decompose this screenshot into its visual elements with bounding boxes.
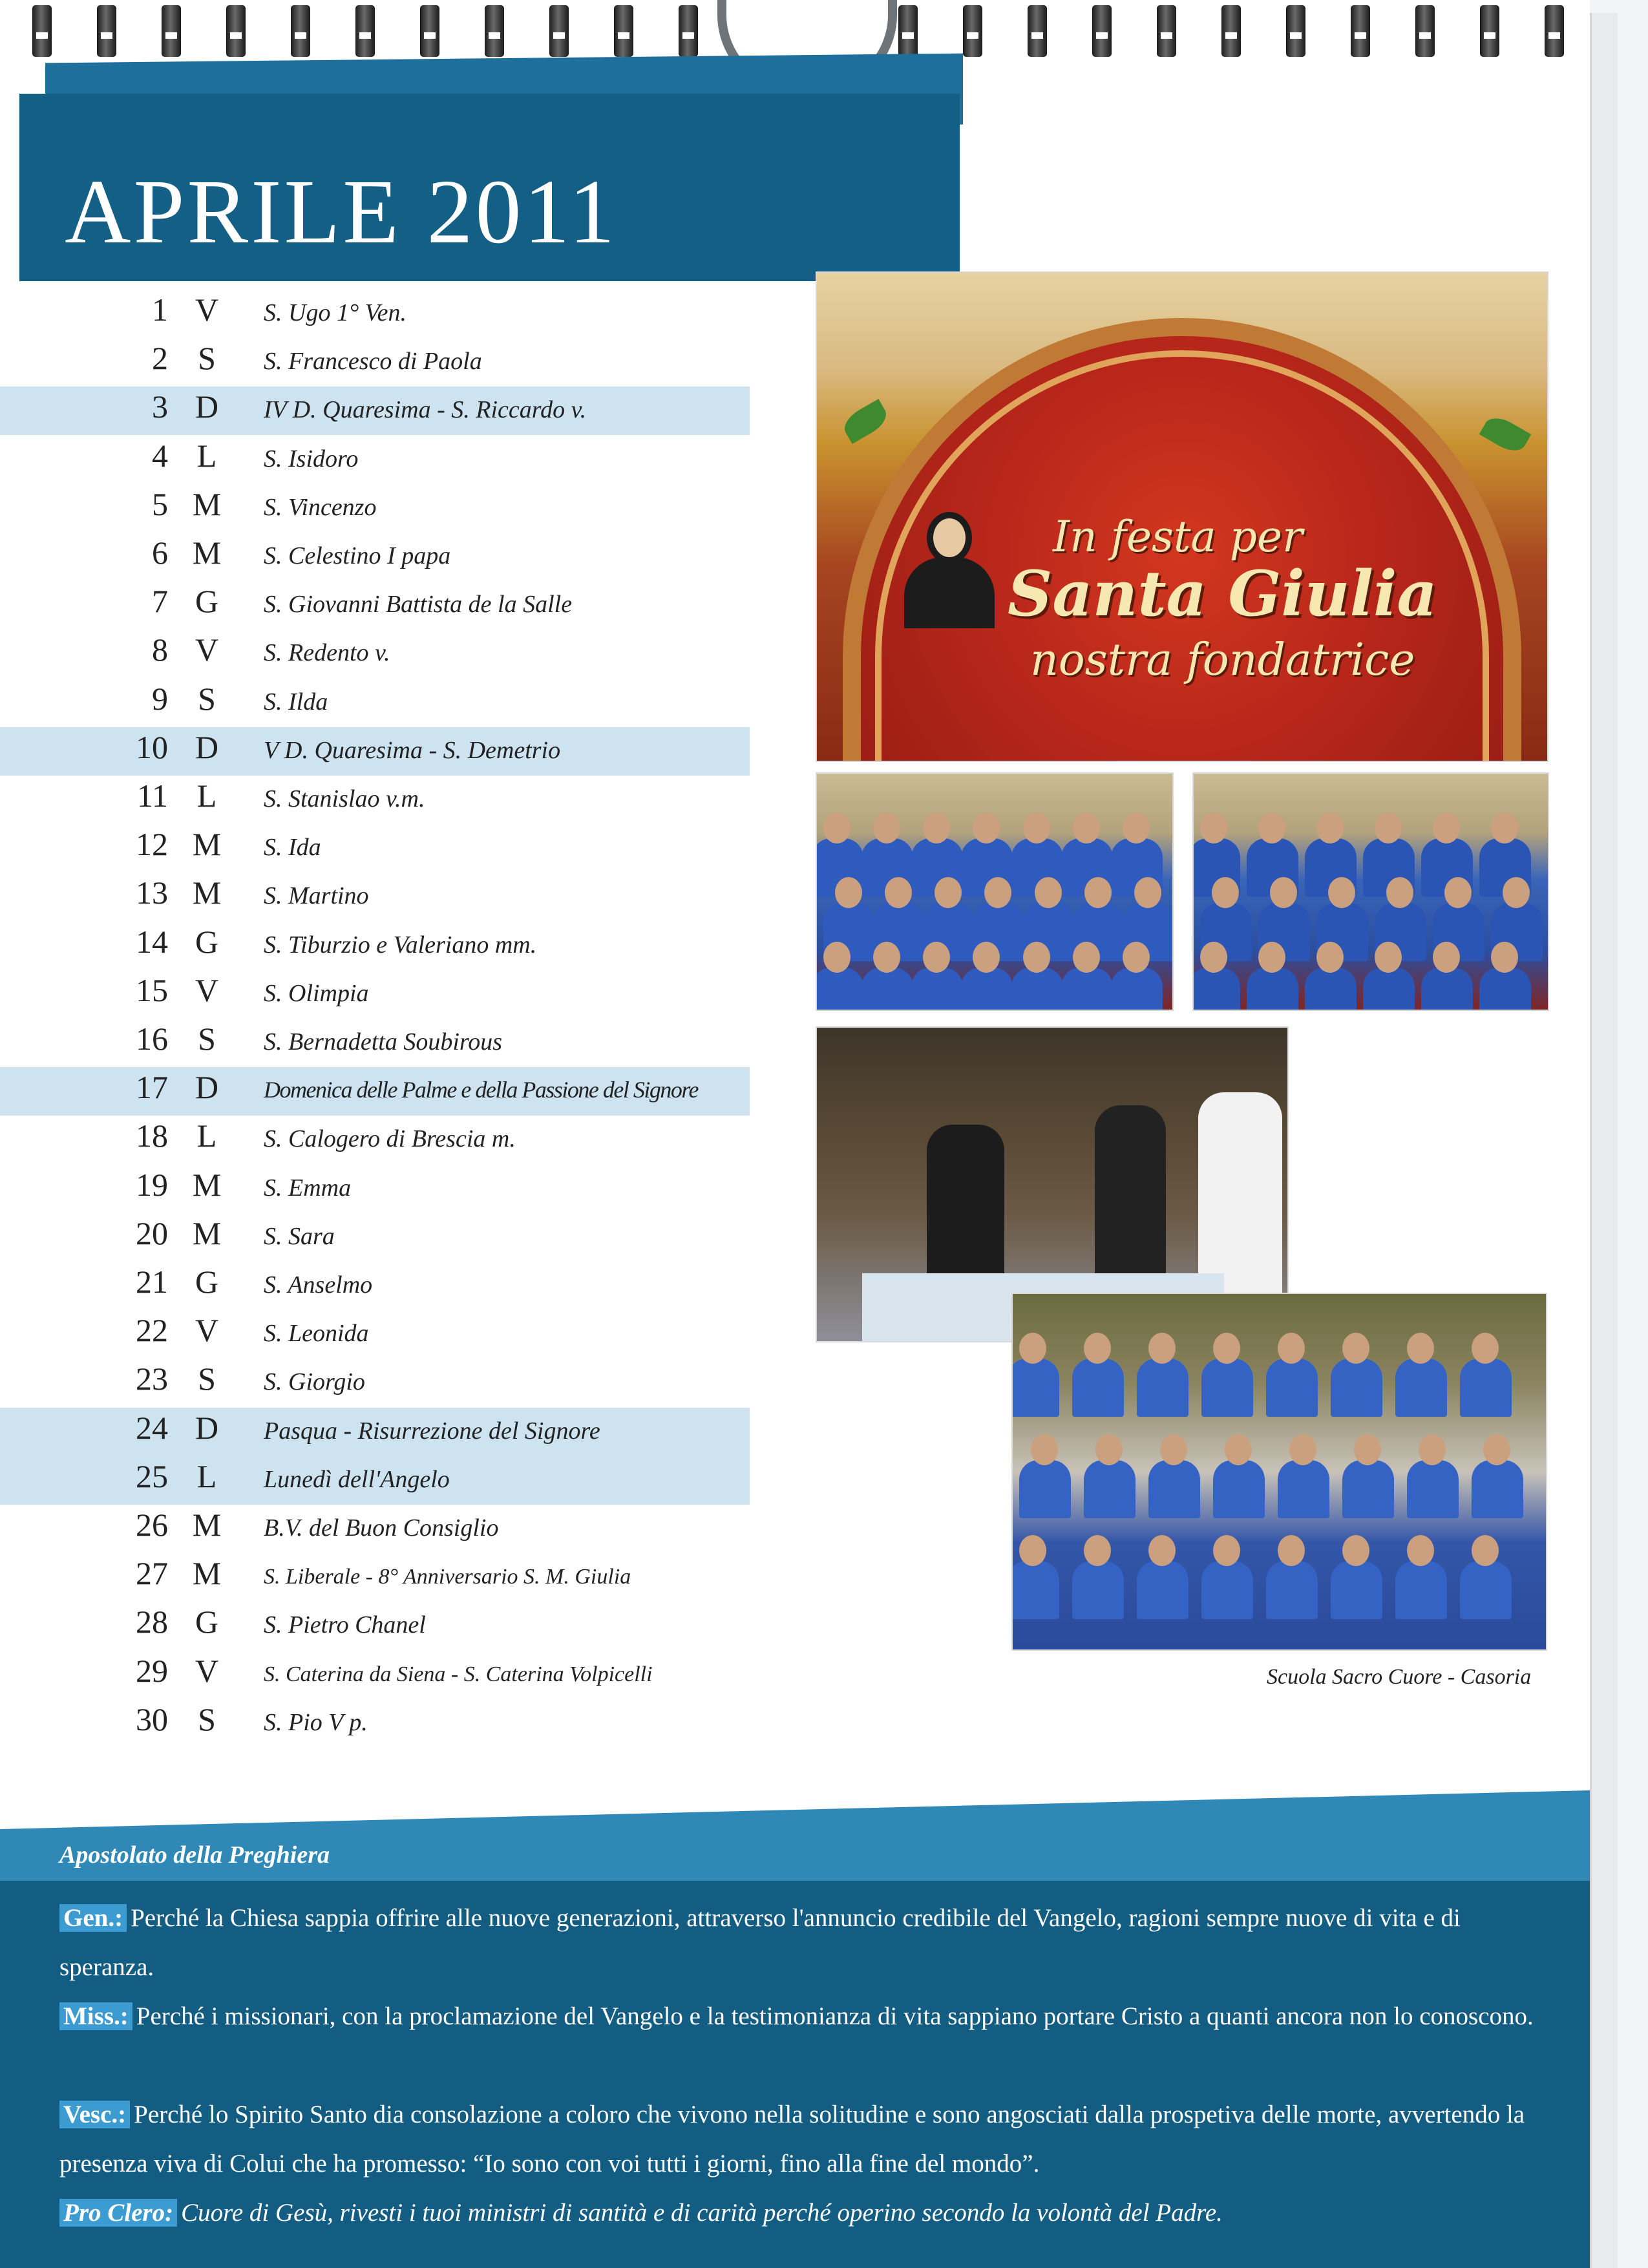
calendar-row [0,1262,750,1310]
person-body [1247,968,1298,1011]
person-body [1278,1460,1329,1518]
weekday-letter: M [192,874,222,911]
person-body [1192,968,1240,1011]
person-head [1225,1434,1252,1465]
person-head [1472,1535,1499,1566]
person-head [935,877,962,908]
person-head [1213,1535,1240,1566]
person-head [823,812,850,843]
person-body [1472,1460,1523,1518]
photo-caption: Scuola Sacro Cuore - Casoria [1267,1665,1532,1689]
person-body [1072,1561,1124,1619]
saint-name: S. Martino [264,882,369,910]
person-head [1084,1333,1111,1364]
day-number: 22 [136,1312,168,1349]
person-head [1212,877,1239,908]
calendar-row [0,1067,750,1116]
day-number: 21 [136,1264,168,1300]
person-body [1363,968,1415,1011]
weekday-letter: G [195,1604,219,1640]
weekday-letter: L [196,1457,217,1494]
binding-ring [162,5,181,57]
saint-name: Pasqua - Risurrezione del Signore [264,1417,600,1445]
prayer-text: Perché lo Spirito Santo dia consolazione a coloro che vivono nella solitudine e sono angosciati dalla prospetiva delle morte, avvertendo la presenza viva di Colui che ha promesso: “Io sono con voi tutti i giorni, fino alla fine del mondo”. [59,2101,1525,2178]
weekday-letter: D [195,388,219,425]
calendar-row [0,679,750,727]
weekday-letter: M [192,1214,222,1251]
day-number: 26 [136,1507,168,1543]
person-head [1148,1333,1176,1364]
person-head [1483,1434,1510,1465]
saint-name: S. Bernadetta Soubirous [264,1028,503,1055]
prayer-text: Perché i missionari, con la proclamazione del Vangelo e la testimonianza di vita sappiano portare Cristo a quanti ancora non lo conoscono. [136,2002,1534,2030]
saint-name: S. Caterina da Siena - S. Caterina Volpicelli [264,1662,653,1686]
leaf-icon [840,399,892,444]
person-head [1019,1535,1046,1566]
person-body [1011,968,1063,1011]
saint-name: S. Sara [264,1222,335,1250]
person-head [1095,1434,1123,1465]
binding-ring [291,5,310,57]
weekday-letter: M [192,535,222,571]
day-number: 3 [152,388,168,425]
saint-name: Domenica delle Palme e della Passione del Signore [264,1077,698,1103]
person-head [885,877,912,908]
binding-ring [1221,5,1241,57]
saint-name: S. Pio V p. [264,1708,368,1736]
day-number: 20 [136,1214,168,1251]
calendar-row [0,776,750,824]
person-body [1084,1460,1136,1518]
calendar-row [0,436,750,484]
person-head [1123,942,1150,973]
binding-ring [898,5,918,57]
person-body [1201,1561,1253,1619]
weekday-letter: V [195,1312,219,1349]
binding-ring [679,5,698,57]
calendar-row [0,1116,750,1164]
person-head [1316,942,1344,973]
binding-ring [485,5,504,57]
binding-ring [614,5,633,57]
day-number: 7 [152,583,168,620]
person-head [1258,812,1285,843]
person-head [1200,812,1227,843]
person-head [1444,877,1472,908]
prayer-item-clero [59,2189,1539,2238]
prayer-title: Apostolato della Preghiera [59,1841,330,1869]
person-body [961,968,1013,1011]
person-head [1200,942,1227,973]
saint-name: S. Leonida [264,1320,369,1348]
binding-ring [1286,5,1305,57]
person-head [1328,877,1355,908]
person-head [1316,812,1344,843]
person-body [1395,1561,1447,1619]
person-head [1407,1333,1434,1364]
saint-name: V D. Quaresima - S. Demetrio [264,736,561,764]
photo-students-nun [1011,1293,1547,1651]
weekday-letter: L [196,1118,217,1154]
day-number: 2 [152,340,168,377]
binding-ring [1415,5,1435,57]
day-number: 15 [136,971,168,1008]
person-head [1419,1434,1446,1465]
binding-ring [1480,5,1499,57]
person-head [1407,1535,1434,1566]
person-head [1375,812,1402,843]
day-number: 19 [136,1166,168,1203]
person-head [1503,877,1530,908]
portrait-icon [901,512,998,628]
saint-name: B.V. del Buon Consiglio [264,1514,499,1542]
calendar-row [0,581,750,630]
weekday-letter: V [195,631,219,668]
person-head [1019,1333,1046,1364]
photo-students-1 [816,772,1174,1011]
person-body [1331,1359,1382,1417]
person-head [1084,877,1112,908]
person-head [1023,942,1050,973]
person-head [1258,942,1285,973]
prayer-tag: Miss.: [59,2002,132,2030]
weekday-letter: V [195,971,219,1008]
person-body [1019,1460,1071,1518]
saint-name: S. Olimpia [264,979,369,1007]
calendar-row [0,1165,750,1213]
weekday-letter: S [198,680,216,717]
month-title: APRILE 2011 [65,160,618,262]
person-head [1342,1333,1369,1364]
weekday-letter: D [195,1069,219,1106]
banner-line-3: nostra fondatrice [1030,635,1415,686]
person-body [1061,968,1113,1011]
banner-line-2: Santa Giulia [1008,557,1437,630]
day-number: 10 [136,728,168,765]
person-head [1123,812,1150,843]
person-head [1035,877,1062,908]
person-head [1433,942,1460,973]
saint-name: S. Ugo 1° Ven. [264,299,407,326]
saint-name: S. Anselmo [264,1271,373,1298]
calendar-row [0,1213,750,1262]
saint-name: S. Giorgio [264,1368,365,1396]
person-body [1137,1561,1188,1619]
binding-ring [97,5,116,57]
person-head [1073,942,1100,973]
calendar-row [0,1359,750,1407]
prayer-tag: Pro Clero: [59,2199,177,2227]
saint-name: IV D. Quaresima - S. Riccardo v. [264,396,587,424]
person-head [1491,812,1518,843]
weekday-letter: M [192,485,222,522]
person-body [1305,968,1357,1011]
leaf-icon [1479,412,1532,457]
calendar-row [0,1310,750,1359]
weekday-letter: G [195,1264,219,1300]
day-number: 16 [136,1021,168,1057]
binding-ring [1545,5,1564,57]
calendar-row [0,1699,750,1748]
prayer-text: Perché la Chiesa sappia offrire alle nuove generazioni, attraverso l'annuncio credibile del Vangelo, ragioni sempre nuove di vita e di speranza. [59,1904,1461,1981]
binding-ring [1028,5,1047,57]
weekday-letter: G [195,923,219,960]
person-head [1084,1535,1111,1566]
person-body [1460,1561,1512,1619]
day-number: 28 [136,1604,168,1640]
saint-name: S. Celestino I papa [264,542,451,569]
calendar-row [0,630,750,678]
person-head [823,942,850,973]
prayer-text: Cuore di Gesù, rivesti i tuoi ministri di santità e di carità perché operino secondo la volontà del Padre. [181,2199,1223,2227]
day-number: 12 [136,826,168,863]
person-head [1134,877,1161,908]
person-body [911,968,963,1011]
saint-name: S. Pietro Chanel [264,1611,426,1639]
saint-name: S. Giovanni Battista de la Salle [264,591,573,619]
person-body [1011,1561,1059,1619]
saint-name: S. Ilda [264,688,328,715]
day-number: 23 [136,1361,168,1397]
weekday-letter: M [192,1555,222,1592]
binding-ring [1092,5,1112,57]
day-number: 8 [152,631,168,668]
person-head [1491,942,1518,973]
person-body [861,968,913,1011]
weekday-letter: S [198,1701,216,1737]
calendar-row [0,1651,750,1699]
banner-line-1: In festa per [1053,512,1303,562]
day-number: 6 [152,535,168,571]
saint-name: S. Liberale - 8° Anniversario S. M. Giulia [264,1565,631,1589]
person-body [816,968,863,1011]
day-number: 27 [136,1555,168,1592]
day-number: 18 [136,1118,168,1154]
person-body [1331,1561,1382,1619]
person-head [1433,812,1460,843]
calendar-row [0,824,750,873]
page-edge [1590,13,1618,2268]
person-head [923,812,950,843]
day-number: 14 [136,923,168,960]
binding-ring [32,5,52,57]
person-body [1011,1359,1059,1417]
person-head [1472,1333,1499,1364]
prayer-item-gen [59,1894,1539,1992]
binding-ring [226,5,246,57]
calendar-row [0,1019,750,1067]
person-head [873,942,900,973]
prayer-item-miss [59,1992,1539,2041]
saint-name: Lunedì dell'Angelo [264,1465,450,1493]
weekday-letter: M [192,826,222,863]
person-head [1023,812,1050,843]
person-body [1137,1359,1188,1417]
binding-ring [420,5,439,57]
day-number: 29 [136,1652,168,1689]
person-body [1479,968,1531,1011]
binding-ring [355,5,375,57]
day-number: 25 [136,1457,168,1494]
weekday-letter: G [195,583,219,620]
photo-students-2 [1192,772,1549,1011]
calendar-row [0,922,750,970]
saint-name: S. Ida [264,834,321,862]
weekday-letter: S [198,1361,216,1397]
day-number: 24 [136,1409,168,1446]
calendar-row [0,290,750,338]
saint-name: S. Redento v. [264,639,390,667]
person-body [1266,1359,1318,1417]
person-head [1213,1333,1240,1364]
person-body [1148,1460,1200,1518]
calendar-row [0,533,750,581]
photo-festa-santa-giulia [816,271,1548,762]
person-head [835,877,862,908]
saint-name: S. Vincenzo [264,493,377,521]
person-head [1289,1434,1316,1465]
person-body [1395,1359,1447,1417]
saint-name: S. Emma [264,1174,352,1202]
calendar-row [0,1602,750,1650]
person-head [1073,812,1100,843]
person-head [1278,1333,1305,1364]
day-number: 17 [136,1069,168,1106]
day-number: 11 [136,778,168,814]
prayer-tag: Vesc.: [59,2101,130,2128]
day-number: 1 [152,291,168,328]
day-number: 9 [152,680,168,717]
person-head [1375,942,1402,973]
saint-name: S. Calogero di Brescia m. [264,1125,516,1153]
weekday-letter: M [192,1166,222,1203]
person-head [1278,1535,1305,1566]
day-number: 13 [136,874,168,911]
weekday-letter: V [195,1652,219,1689]
person-head [1342,1535,1369,1566]
person-body [1111,968,1163,1011]
prayer-item-vesc [59,2090,1539,2189]
weekday-letter: D [195,1409,219,1446]
person-head [1354,1434,1381,1465]
person-body [1421,968,1473,1011]
person-body [1213,1460,1265,1518]
weekday-letter: L [196,778,217,814]
weekday-letter: S [198,1021,216,1057]
person-head [1386,877,1413,908]
weekday-letter: S [198,340,216,377]
person-head [1148,1535,1176,1566]
binding-ring [1351,5,1370,57]
weekday-letter: L [196,437,217,474]
person-head [1160,1434,1187,1465]
person-head [1270,877,1297,908]
weekday-letter: V [195,291,219,328]
binding-ring [963,5,982,57]
saint-name: S. Francesco di Paola [264,348,482,376]
weekday-letter: D [195,728,219,765]
calendar-row [0,873,750,921]
person-body [1342,1460,1394,1518]
person-head [1031,1434,1058,1465]
calendar-row [0,1505,750,1553]
calendar-row [0,484,750,533]
person-body [1201,1359,1253,1417]
person-body [1407,1460,1459,1518]
calendar-row [0,387,750,435]
prayer-tag: Gen.: [59,1904,127,1932]
person-head [873,812,900,843]
saint-name: S. Isidoro [264,445,359,472]
calendar-row [0,1408,750,1456]
person-head [923,942,950,973]
calendar-row [0,1553,750,1602]
calendar-row [0,338,750,387]
day-number: 30 [136,1701,168,1737]
saint-name: S. Stanislao v.m. [264,785,425,812]
calendar-row [0,727,750,776]
person-body [1460,1359,1512,1417]
calendar-row [0,1456,750,1505]
calendar-row [0,970,750,1019]
weekday-letter: M [192,1507,222,1543]
day-number: 4 [152,437,168,474]
saint-name: S. Tiburzio e Valeriano mm. [264,931,537,959]
person-body [1072,1359,1124,1417]
binding-ring [1157,5,1176,57]
person-body [1266,1561,1318,1619]
binding-ring [549,5,569,57]
day-number: 5 [152,485,168,522]
